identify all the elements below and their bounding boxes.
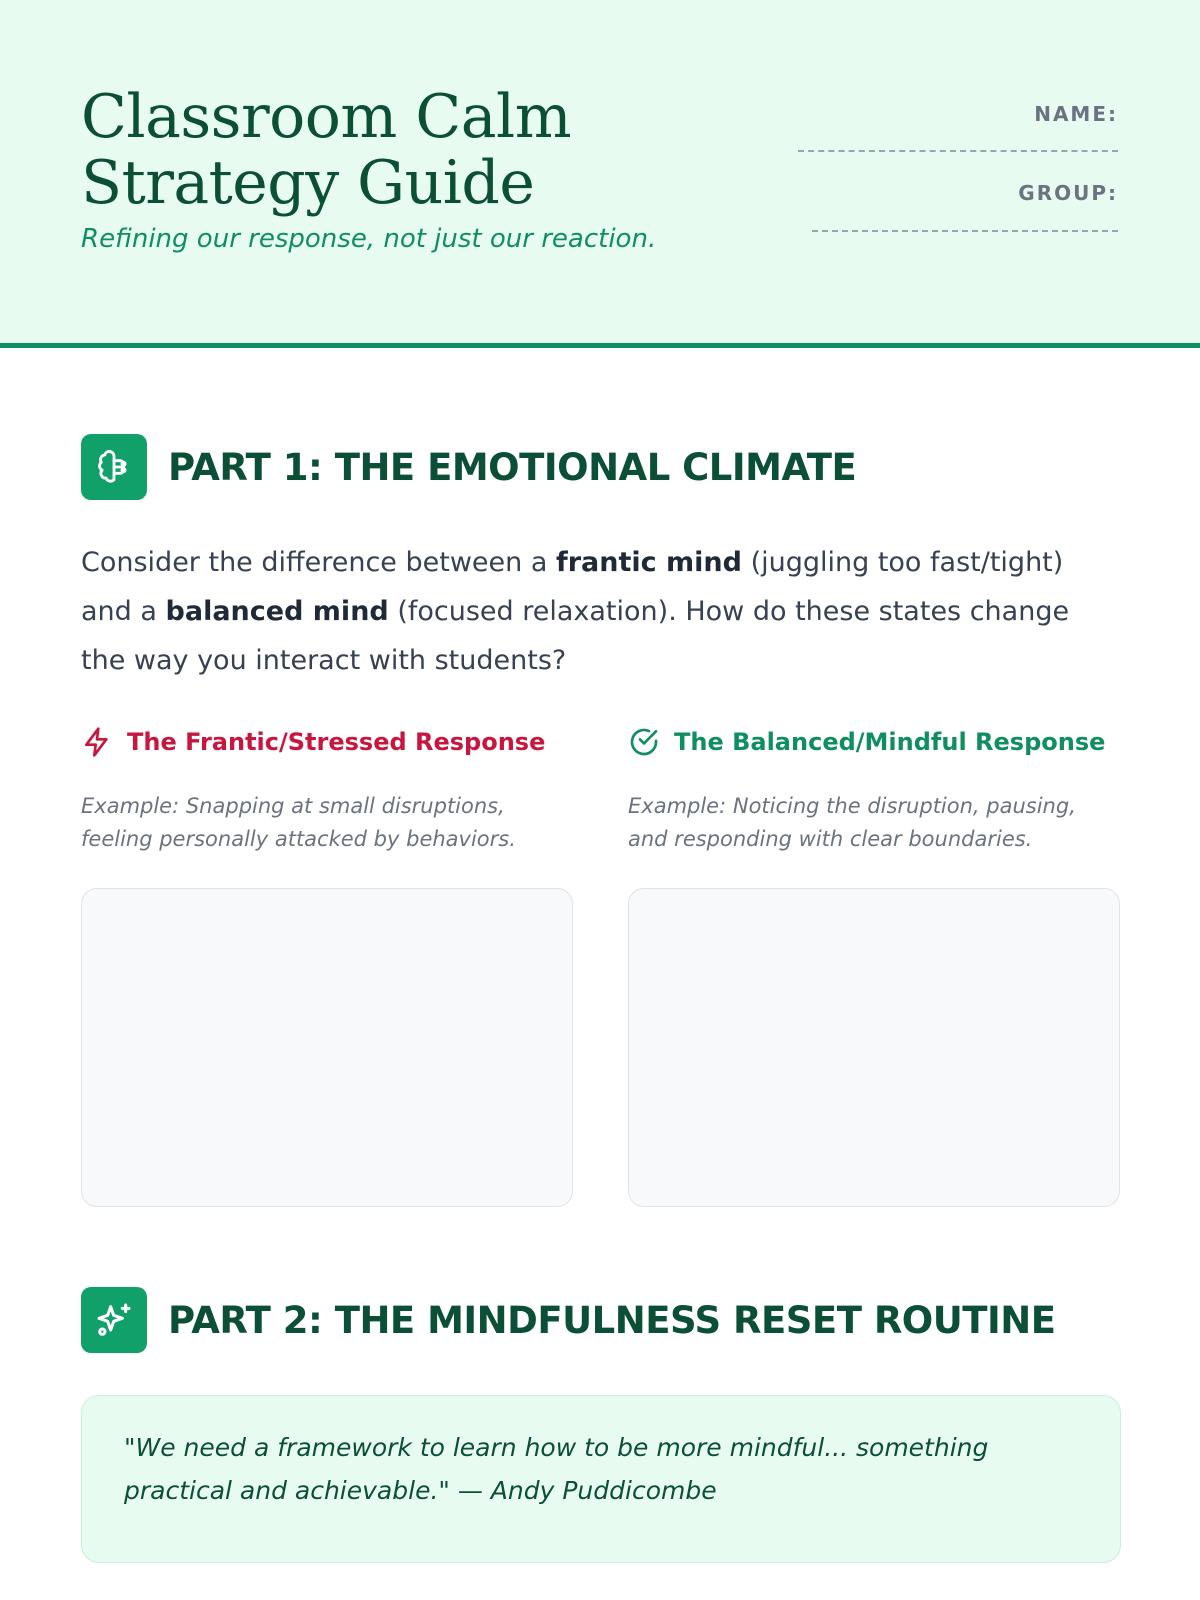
frantic-column	[81, 726, 573, 856]
balanced-response-box[interactable]	[628, 888, 1120, 1207]
part1-title: PART 1: THE EMOTIONAL CLIMATE	[168, 445, 857, 489]
name-field[interactable]	[798, 150, 1118, 152]
page-subtitle: Refining our response, not just our reaction.	[81, 224, 657, 254]
quote-text: "We need a framework to learn how to be more mindful... something practical and achievable." — Andy Puddicombe	[124, 1433, 989, 1505]
part2-heading	[81, 1287, 1056, 1353]
page-header	[0, 0, 1200, 348]
part1-heading	[81, 434, 856, 500]
lightning-icon	[81, 726, 113, 758]
part2-title: PART 2: THE MINDFULNESS RESET ROUTINE	[168, 1298, 1056, 1342]
sparkles-icon	[81, 1287, 147, 1353]
frantic-heading	[81, 726, 573, 758]
quote-box	[81, 1395, 1121, 1563]
part1-intro: Consider the difference between a frantic mind (juggling too fast/tight) and a balanced mind (focused relaxation). How do these states change the way you interact with students?	[81, 547, 1070, 676]
page-title: Classroom Calm Strategy Guide	[81, 82, 572, 218]
balanced-example: Example: Noticing the disruption, pausing, and responding with clear boundaries.	[628, 794, 1076, 851]
balanced-heading	[628, 726, 1120, 758]
group-field[interactable]	[812, 230, 1118, 232]
frantic-label: The Frantic/Stressed Response	[127, 728, 546, 756]
balanced-column	[628, 726, 1120, 856]
name-label: NAME:	[1034, 102, 1118, 126]
group-label: GROUP:	[1018, 181, 1118, 205]
brain-icon	[81, 434, 147, 500]
balanced-label: The Balanced/Mindful Response	[674, 728, 1106, 756]
frantic-example: Example: Snapping at small disruptions, feeling personally attacked by behaviors.	[81, 794, 516, 851]
check-circle-icon	[628, 726, 660, 758]
frantic-response-box[interactable]	[81, 888, 573, 1207]
